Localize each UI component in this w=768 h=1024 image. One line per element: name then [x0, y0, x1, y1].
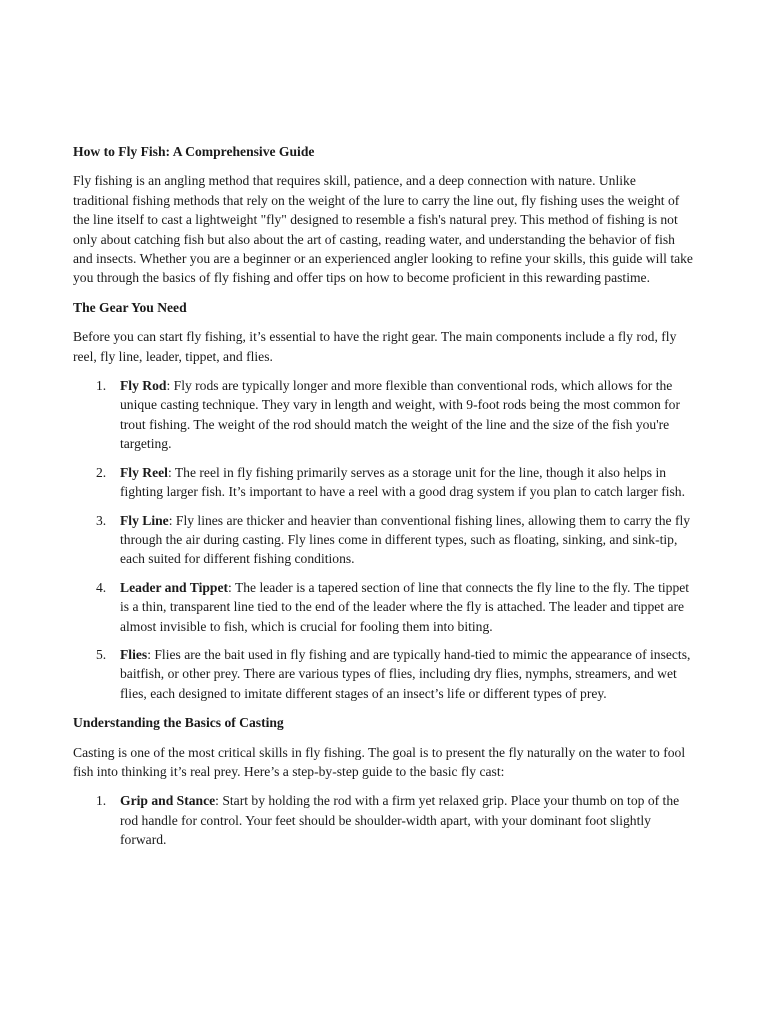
casting-list [73, 791, 695, 849]
list-text: : Start by holding the rod with a firm yet relaxed grip. Place your thumb on top of the rod handle for control. Your feet should be shoulder-width apart, with your dominant foot slightly forward. [120, 793, 680, 848]
list-text: : The reel in fly fishing primarily serves as a storage unit for the line, though it also helps in fighting larger fish. It’s important to have a reel with a good drag system if you plan to catch larger fish. [120, 464, 686, 500]
list-term: Fly Reel [120, 464, 168, 480]
casting-heading: Understanding the Basics of Casting [73, 715, 284, 731]
casting-intro: Casting is one of the most critical skills in fly fishing. The goal is to present the fly naturally on the water to fool fish into thinking it’s real prey. Here’s a step-by-step guide to the basic fly cast: [73, 744, 686, 779]
document-title: How to Fly Fish: A Comprehensive Guide [73, 144, 315, 159]
list-text: : Fly rods are typically longer and more flexible than conventional rods, which allows for the unique casting technique. They vary in length and weight, with 9-foot rods being the most common for trout fishing. The weight of the rod should match the weight of the line and the size of the fish you're targeting. [120, 378, 680, 452]
gear-list [73, 376, 695, 703]
list-term: Fly Rod [120, 378, 167, 394]
list-number: 3. [96, 512, 107, 528]
list-number: 4. [96, 579, 107, 595]
list-number: 5. [96, 646, 107, 662]
list-item [73, 376, 695, 454]
document-page [73, 142, 695, 860]
gear-intro: Before you can start fly fishing, it’s essential to have the right gear. The main components include a fly rod, fly reel, fly line, leader, tippet, and flies. [73, 329, 677, 364]
list-item [73, 578, 695, 636]
list-item [73, 463, 695, 502]
intro-paragraph: Fly fishing is an angling method that requires skill, patience, and a deep connection with nature. Unlike traditional fishing methods that rely on the weight of the lure to carry the line out, fly fishing uses the weight of the line itself to cast a lightweight "fly" designed to resemble a fish's natural prey. This method of fishing is not only about catching fish but also about the art of casting, reading water, and understanding the behavior of fish and insects. Whether you are a beginner or an experienced angler looking to refine your skills, this guide will take you through the basics of fly fishing and offer tips on how to become proficient in this rewarding pastime. [73, 173, 693, 286]
list-text: : Fly lines are thicker and heavier than conventional fishing lines, allowing them to carry the fly through the air during casting. Fly lines come in different types, such as floating, sinking, and sink-tip, each suited for different fishing conditions. [120, 512, 691, 567]
list-item [73, 511, 695, 569]
list-item [73, 791, 695, 849]
list-item [73, 645, 695, 703]
list-term: Fly Line [120, 512, 169, 528]
list-term: Leader and Tippet [120, 579, 229, 595]
list-number: 1. [96, 378, 107, 394]
list-text: : The leader is a tapered section of line that connects the fly line to the fly. The tippet is a thin, transparent line tied to the end of the leader where the fly is attached. The leader and tippet are almost invisible to fish, which is crucial for fooling them into biting. [120, 579, 690, 634]
list-term: Flies [120, 646, 148, 662]
gear-heading: The Gear You Need [73, 299, 187, 315]
list-number: 2. [96, 464, 107, 480]
list-term: Grip and Stance [120, 793, 216, 809]
list-number: 1. [96, 793, 107, 809]
list-text: : Flies are the bait used in fly fishing and are typically hand-tied to mimic the appearance of insects, baitfish, or other prey. There are various types of flies, including dry flies, nymphs, streamers, and wet flies, each designed to imitate different stages of an insect’s life or different types of prey. [120, 646, 691, 701]
